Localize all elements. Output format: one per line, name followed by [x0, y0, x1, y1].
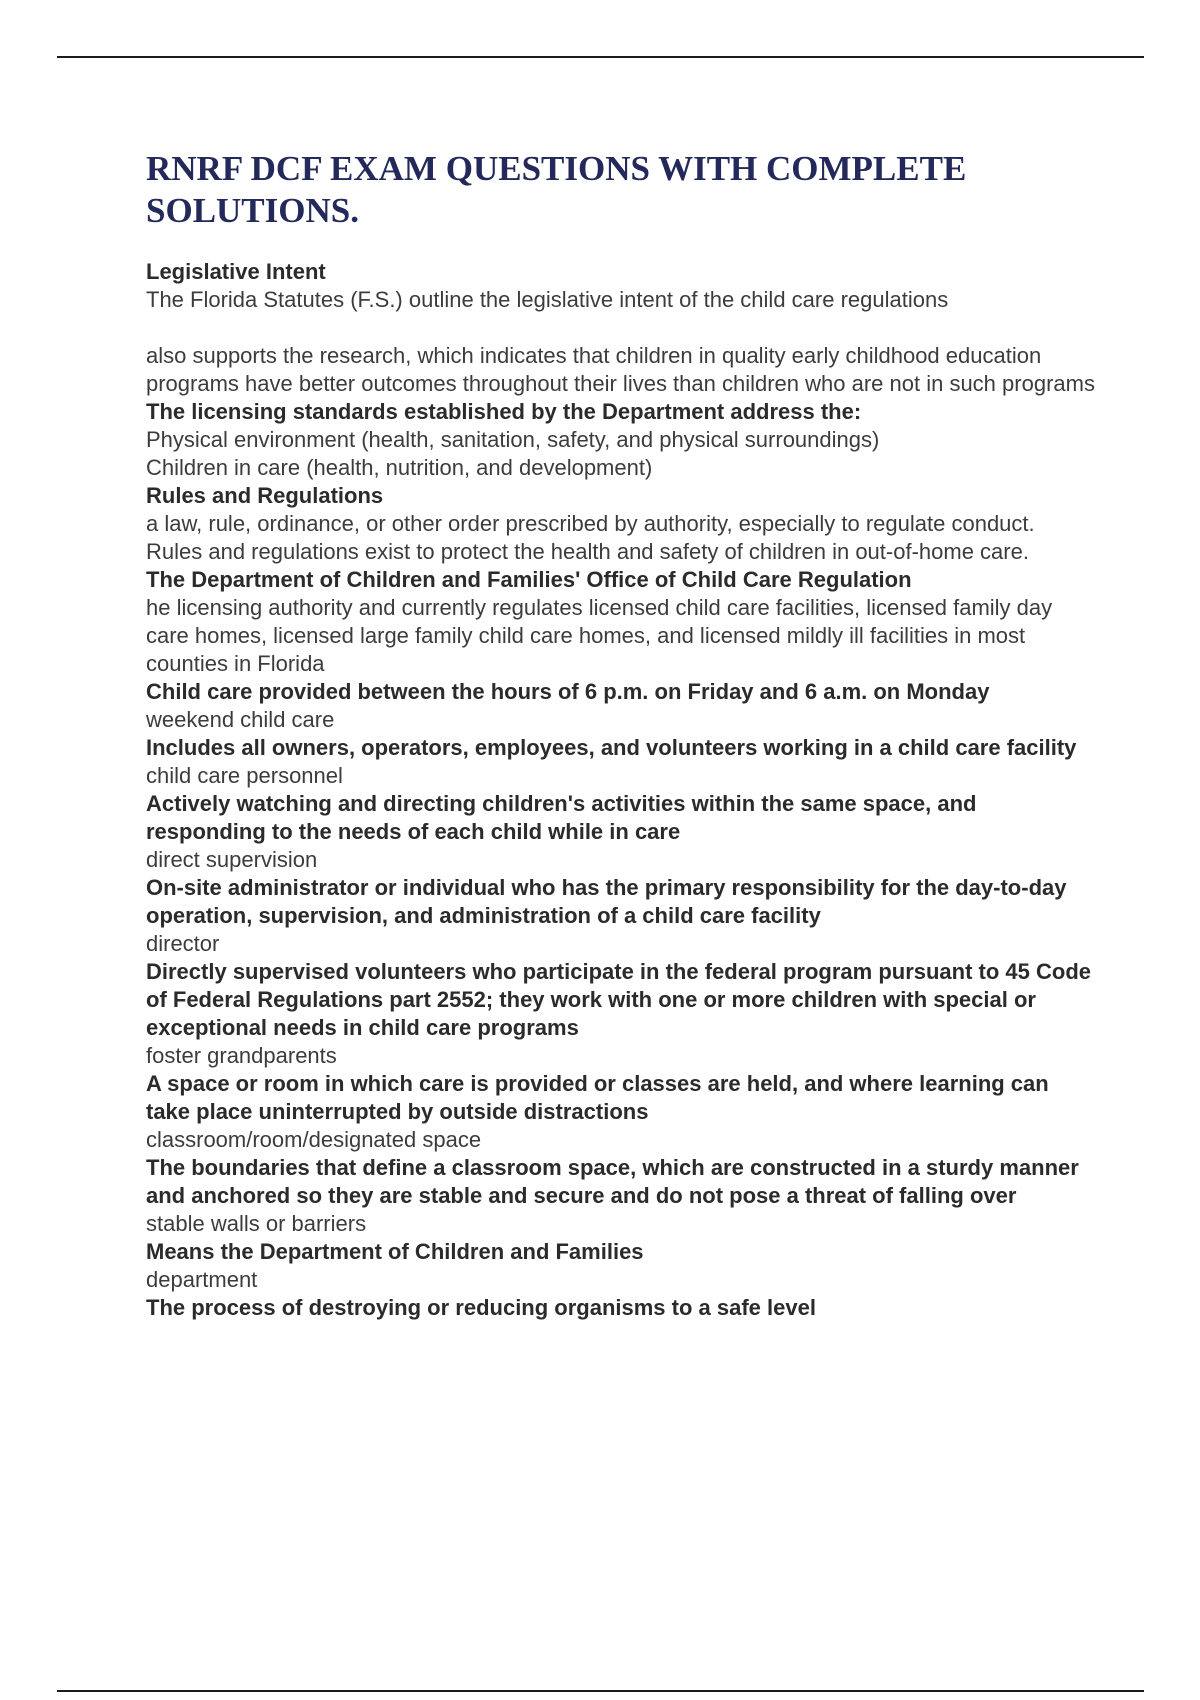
- answer: direct supervision: [146, 847, 318, 872]
- answer: classroom/room/designated space: [146, 1127, 482, 1152]
- answer-line-2: Children in care (health, nutrition, and development): [146, 455, 653, 480]
- question: Rules and Regulations: [146, 483, 384, 508]
- qa-entry: [146, 958, 1096, 1070]
- answer: foster grandparents: [146, 1043, 337, 1068]
- qa-entry: [146, 482, 1096, 566]
- qa-entry: [146, 1238, 1096, 1294]
- answer: weekend child care: [146, 707, 335, 732]
- qa-list: [146, 398, 1096, 1322]
- document-title: RNRF DCF EXAM QUESTIONS WITH COMPLETE SOLUTIONS.: [146, 149, 967, 230]
- intro-term: Legislative Intent: [146, 259, 326, 284]
- question: Includes all owners, operators, employees, and volunteers working in a child care facility: [146, 735, 1077, 760]
- question: The licensing standards established by the Department address the:: [146, 399, 862, 424]
- answer: Physical environment (health, sanitation, safety, and physical surroundings): [146, 427, 880, 452]
- answer: director: [146, 931, 220, 956]
- intro-line-2: also supports the research, which indicates that children in quality early childhood education programs have better outcomes throughout their lives than children who are not in such programs: [146, 343, 1095, 396]
- qa-entry: [146, 566, 1096, 678]
- intro-line-1: The Florida Statutes (F.S.) outline the legislative intent of the child care regulations: [146, 287, 949, 312]
- answer: stable walls or barriers: [146, 1211, 367, 1236]
- question: Directly supervised volunteers who participate in the federal program pursuant to 45 Code of Federal Regulations part 2552; they work with one or more children with special or exceptional needs in child care programs: [146, 959, 1092, 1040]
- paragraph-gap: [146, 314, 1096, 342]
- qa-entry: [146, 734, 1096, 790]
- document-body: [146, 148, 1096, 1322]
- qa-entry: [146, 1154, 1096, 1238]
- question: The Department of Children and Families' Office of Child Care Regulation: [146, 567, 912, 592]
- question: On-site administrator or individual who has the primary responsibility for the day-to-day operation, supervision, and administration of a child care facility: [146, 875, 1067, 928]
- question: Child care provided between the hours of 6 p.m. on Friday and 6 a.m. on Monday: [146, 679, 990, 704]
- question: The process of destroying or reducing organisms to a safe level: [146, 1295, 816, 1320]
- question: The boundaries that define a classroom space, which are constructed in a sturdy manner and anchored so they are stable and secure and do not pose a threat of falling over: [146, 1155, 1079, 1208]
- question: A space or room in which care is provided or classes are held, and where learning can take place uninterrupted by outside distractions: [146, 1071, 1049, 1124]
- answer: department: [146, 1267, 258, 1292]
- intro-entry: [146, 258, 1096, 398]
- qa-entry: [146, 1294, 1096, 1322]
- answer: a law, rule, ordinance, or other order prescribed by authority, especially to regulate conduct. Rules and regulations exist to protect the health and safety of children in out-of-home care.: [146, 511, 1035, 564]
- qa-entry: [146, 1070, 1096, 1154]
- qa-entry: [146, 874, 1096, 958]
- header-rule: [57, 56, 1144, 58]
- answer: he licensing authority and currently regulates licensed child care facilities, licensed family day care homes, licensed large family child care homes, and licensed mildly ill facilities in most counties in Florida: [146, 595, 1053, 676]
- footer-rule: [57, 1690, 1144, 1692]
- question: Means the Department of Children and Families: [146, 1239, 644, 1264]
- qa-entry: [146, 790, 1096, 874]
- question: Actively watching and directing children's activities within the same space, and responding to the needs of each child while in care: [146, 791, 977, 844]
- qa-entry: [146, 678, 1096, 734]
- qa-entry: [146, 398, 1096, 482]
- answer: child care personnel: [146, 763, 343, 788]
